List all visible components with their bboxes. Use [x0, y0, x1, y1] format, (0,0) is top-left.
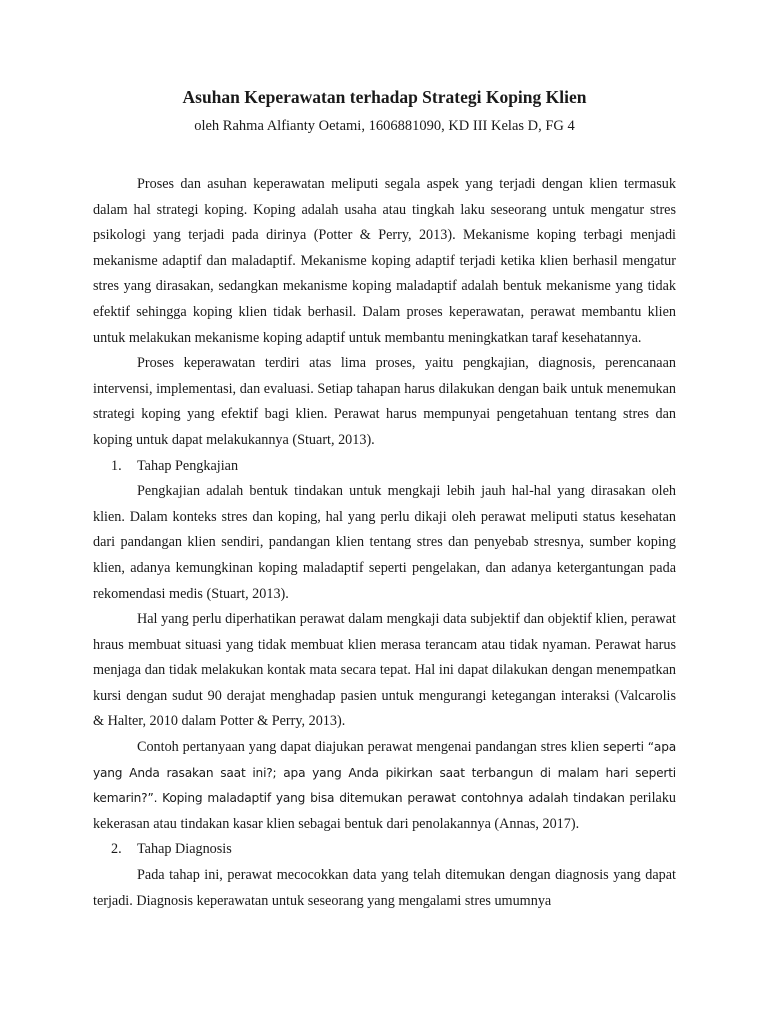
- section-heading-diagnosis: [93, 837, 676, 863]
- document-body: [93, 172, 676, 914]
- document-title: Asuhan Keperawatan terhadap Strategi Koping Klien: [182, 87, 587, 107]
- example-questions-text: seperti “apa yang Anda rasakan saat ini?; apa yang Anda pikirkan saat terbangun di malam hari seperti kemarin?”. Koping maladaptif yang bisa ditemukan perawat contohnya adalah tindakan: [93, 740, 676, 806]
- paragraph-observation: Hal yang perlu diperhatikan perawat dalam mengkaji data subjektif dan objektif klien, perawat hraus membuat situasi yang tidak membuat klien merasa terancam atau tidak nyaman. Perawat harus menjaga dan tidak melakukan kontak mata secara tepat. Hal ini dapat dilakukan dengan menempatkan kursi dengan sudut 90 derajat menghadap pasien untuk mengurangi ketegangan interaksi (Valcarolis & Halter, 2010 dalam Potter & Perry, 2013).: [93, 611, 676, 730]
- section-title: Tahap Pengkajian: [137, 457, 239, 474]
- section-number: 2.: [111, 841, 122, 858]
- section-title: Tahap Diagnosis: [137, 841, 232, 858]
- document-page: [93, 84, 676, 914]
- section-number: 1.: [111, 457, 122, 474]
- example-intro-text: Contoh pertanyaan yang dapat diajukan perawat mengenai pandangan stres klien: [137, 739, 600, 756]
- paragraph-intro: Proses dan asuhan keperawatan meliputi segala aspek yang terjadi dengan klien termasuk dalam hal strategi koping. Koping adalah usaha atau tingkah laku seseorang untuk mengatur stres psikologi yang terjadi pada dirinya (Potter & Perry, 2013). Mekanisme koping terbagi menjadi mekanisme adaptif dan maladaptif. Mekanisme koping adaptif terjadi ketika klien berhasil mengatur stres yang dirasakan, sedangkan mekanisme koping maladaptif adalah bentuk mekanisme yang tidak efektif sehingga koping klien tidak berhasil. Dalam proses keperawatan, perawat membantu klien untuk melakukan mekanisme koping adaptif untuk membantu meningkatkan taraf kesehatannya.: [93, 176, 676, 346]
- author-line: oleh Rahma Alfianty Oetami, 1606881090, KD III Kelas D, FG 4: [194, 118, 575, 134]
- example-closing-text: perilaku kekerasan atau tindakan kasar klien sebagai bentuk dari penolakannya (Annas, 2017).: [93, 790, 677, 832]
- paragraph-process: Proses keperawatan terdiri atas lima proses, yaitu pengkajian, diagnosis, perencanaan intervensi, implementasi, dan evaluasi. Setiap tahapan harus dilakukan dengan baik untuk menemukan strategi koping yang efektif bagi klien. Perawat harus mempunyai pengetahuan tentang stres dan koping untuk dapat melakukannya (Stuart, 2013).: [93, 355, 676, 448]
- paragraph-diagnosis: Pada tahap ini, perawat mecocokkan data yang telah ditemukan dengan diagnosis yang dapat terjadi. Diagnosis keperawatan untuk seseorang yang mengalami stres umumnya: [93, 867, 676, 909]
- section-heading-pengkajian: [93, 454, 676, 480]
- paragraph-pengkajian: Pengkajian adalah bentuk tindakan untuk mengkaji lebih jauh hal-hal yang dirasakan oleh klien. Dalam konteks stres dan koping, hal yang perlu dikaji oleh perawat meliputi status kesehatan dari pandangan klien sendiri, pandangan klien tentang stres dan penyebab stresnya, sumber koping klien, adanya kemungkinan koping maladaptif seperti pengelakan, dan adanya ketergantungan pada rekomendasi medis (Stuart, 2013).: [93, 483, 676, 602]
- paragraph-example-questions: [93, 735, 676, 837]
